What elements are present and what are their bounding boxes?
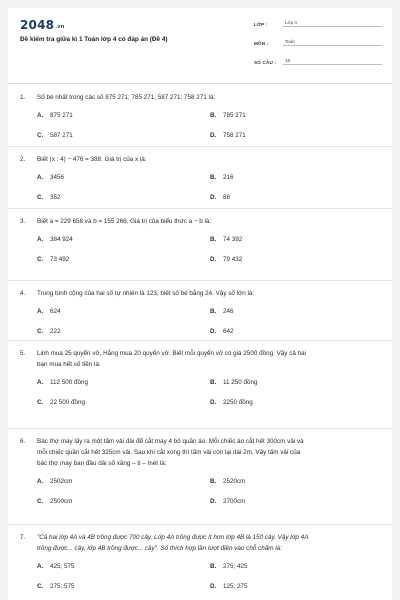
- meta-value: Lớp 4: [283, 20, 382, 27]
- answer-option-b[interactable]: [210, 111, 246, 120]
- header-divider: [8, 83, 392, 84]
- option-text: 125; 275: [223, 583, 248, 590]
- answer-option-d[interactable]: [210, 582, 248, 591]
- option-letter: D.: [210, 194, 217, 201]
- meta-row-subject: [254, 36, 382, 46]
- question-number: [20, 543, 37, 554]
- question-line: [20, 543, 386, 554]
- meta-value: Toán: [283, 39, 382, 46]
- answer-option-c[interactable]: [37, 327, 61, 336]
- answer-option-d[interactable]: [210, 193, 230, 202]
- option-letter: D.: [210, 583, 217, 590]
- option-text: 384 924: [50, 236, 73, 243]
- meta-row-question-count: [254, 55, 382, 65]
- option-letter: C.: [37, 328, 44, 335]
- question-number: 2.: [20, 156, 26, 163]
- answer-option-a[interactable]: [37, 562, 75, 571]
- answer-option-a[interactable]: [37, 477, 72, 486]
- exam-page: [8, 8, 392, 600]
- answer-option-b[interactable]: [210, 173, 234, 182]
- question-number: [20, 447, 37, 458]
- option-letter: D.: [210, 256, 217, 263]
- answer-option-d[interactable]: [210, 398, 253, 407]
- option-letter: B.: [210, 379, 217, 386]
- option-letter: C.: [37, 194, 44, 201]
- question-text: bạn mua hết số tiền là:: [37, 361, 101, 368]
- option-text: 2500cm: [50, 498, 73, 505]
- question-text: trồng được... cây, lớp 4B trồng được... cây". Số thích hợp lần lượt điền vào chỗ chấm là:: [37, 545, 282, 552]
- option-text: 222: [50, 328, 61, 335]
- option-text: 216: [223, 174, 234, 181]
- option-text: 875 271: [50, 112, 73, 119]
- question-number: 7.: [20, 534, 26, 541]
- answer-options: [20, 477, 386, 529]
- option-letter: D.: [210, 132, 217, 139]
- option-letter: C.: [37, 399, 44, 406]
- question-text: "Cả hai lớp 4A và 4B trồng được 700 cây. Lớp 4A trồng được ít hơn lớp 4B là 150 cây. Vậy lớp 4A: [37, 534, 309, 541]
- meta-label: MÔN :: [254, 41, 269, 46]
- question-line: [20, 92, 386, 103]
- answer-option-c[interactable]: [37, 582, 75, 591]
- answer-option-b[interactable]: [210, 307, 234, 316]
- question-text: Biết (x : 4) − 476 = 388. Giá trị của x là:: [37, 156, 147, 163]
- option-letter: D.: [210, 399, 217, 406]
- option-letter: A.: [37, 563, 44, 570]
- option-text: 73 492: [50, 256, 70, 263]
- meta-value: 19: [283, 58, 382, 65]
- question-text: Số bé nhất trong các số 875 271; 785 271; 587 271; 758 271 là:: [37, 94, 216, 101]
- question-line: [20, 359, 386, 370]
- answer-option-d[interactable]: [210, 497, 245, 506]
- option-letter: C.: [37, 256, 44, 263]
- question-separator: [8, 340, 392, 341]
- option-letter: B.: [210, 563, 217, 570]
- question-5: [20, 348, 386, 430]
- question-separator: [8, 524, 392, 525]
- answer-option-b[interactable]: [210, 235, 242, 244]
- option-text: 642: [223, 328, 234, 335]
- option-letter: B.: [210, 478, 217, 485]
- option-text: 88: [223, 194, 231, 201]
- question-number: 3.: [20, 218, 26, 225]
- question-number: [20, 458, 37, 469]
- answer-option-c[interactable]: [37, 131, 73, 140]
- answer-option-b[interactable]: [210, 378, 258, 387]
- option-letter: D.: [210, 498, 217, 505]
- answer-option-c[interactable]: [37, 398, 85, 407]
- question-3: [20, 216, 386, 287]
- question-number: 4.: [20, 290, 26, 297]
- question-text: mỗi chiếc quần cắt hết 325cm vải. Sau khi cắt xong thì tấm vải còn lại dài 2m. Vậy tấm vải của: [37, 449, 301, 456]
- answer-option-c[interactable]: [37, 193, 61, 202]
- meta-row-grade: [254, 17, 382, 27]
- option-text: 74 392: [223, 236, 243, 243]
- question-line: [20, 447, 386, 458]
- answer-options: [20, 562, 386, 600]
- answer-option-a[interactable]: [37, 235, 73, 244]
- option-text: 2502cm: [50, 478, 73, 485]
- question-text: bác thợ may ban đầu dài số xăng – ti – mét là:: [37, 460, 167, 467]
- option-text: 758 271: [223, 132, 246, 139]
- question-line: [20, 154, 386, 165]
- answer-option-c[interactable]: [37, 255, 69, 264]
- option-text: 2700cm: [223, 498, 246, 505]
- question-number: 1.: [20, 94, 26, 101]
- option-text: 2250 đồng: [223, 399, 253, 406]
- option-text: 785 271: [223, 112, 246, 119]
- question-separator: [8, 428, 392, 429]
- document-title: Đề kiểm tra giữa kì 1 Toán lớp 4 có đáp án (Đề 4): [20, 36, 168, 43]
- option-text: 624: [50, 308, 61, 315]
- option-letter: A.: [37, 236, 44, 243]
- option-text: 2520cm: [223, 478, 246, 485]
- option-letter: B.: [210, 174, 217, 181]
- question-line: [20, 216, 386, 227]
- question-line: [20, 458, 386, 469]
- answer-option-a[interactable]: [37, 173, 64, 182]
- question-1: [20, 92, 386, 163]
- option-text: 275; 425: [223, 563, 248, 570]
- option-text: 246: [223, 308, 234, 315]
- question-6: [20, 436, 386, 529]
- question-text: Bác thợ may lấy ra một tấm vải dài để cắt may 4 bộ quần áo. Mỗi chiếc áo cắt hết 300cm vải và: [37, 438, 304, 445]
- question-number: 6.: [20, 438, 26, 445]
- answer-option-c[interactable]: [37, 497, 72, 506]
- question-separator: [8, 280, 392, 281]
- option-letter: A.: [37, 478, 44, 485]
- answer-option-d[interactable]: [210, 131, 246, 140]
- answer-options: [20, 378, 386, 430]
- answer-option-b[interactable]: [210, 477, 245, 486]
- question-text: Linh mua 25 quyển vở, Hằng mua 20 quyển vở. Biết mỗi quyển vở có giá 2500 đồng. Vậy cả hai: [37, 350, 306, 357]
- option-text: 22 500 đồng: [50, 399, 86, 406]
- meta-label: SỐ CÂU :: [254, 60, 277, 65]
- option-text: 425; 575: [50, 563, 75, 570]
- question-7: [20, 532, 386, 600]
- option-letter: C.: [37, 498, 44, 505]
- option-text: 275; 575: [50, 583, 75, 590]
- question-line: [20, 436, 386, 447]
- option-text: 112 500 đồng: [50, 379, 89, 386]
- question-number: [20, 359, 37, 370]
- option-letter: B.: [210, 112, 217, 119]
- answer-option-a[interactable]: [37, 111, 73, 120]
- question-2: [20, 154, 386, 225]
- question-text: Biết a = 229 658 và b = 155 266. Giá trị của biểu thức a − b là:: [37, 218, 212, 225]
- option-letter: B.: [210, 236, 217, 243]
- meta-label: LỚP :: [254, 22, 268, 27]
- answer-option-a[interactable]: [37, 307, 61, 316]
- option-text: 352: [50, 194, 61, 201]
- option-letter: C.: [37, 583, 44, 590]
- exam-header: [8, 8, 392, 84]
- answer-option-a[interactable]: [37, 378, 88, 387]
- option-letter: D.: [210, 328, 217, 335]
- option-text: 11 250 đồng: [223, 379, 258, 386]
- exam-meta: [254, 17, 382, 74]
- question-separator: [8, 146, 392, 147]
- option-letter: A.: [37, 379, 44, 386]
- answer-option-b[interactable]: [210, 562, 248, 571]
- question-line: [20, 348, 386, 359]
- question-line: [20, 288, 386, 299]
- site-logo[interactable]: 2048.vn: [20, 18, 65, 32]
- answer-option-d[interactable]: [210, 255, 242, 264]
- answer-option-d[interactable]: [210, 327, 234, 336]
- option-text: 3456: [50, 174, 65, 181]
- question-number: 5.: [20, 350, 26, 357]
- option-letter: A.: [37, 308, 44, 315]
- option-letter: B.: [210, 308, 217, 315]
- question-line: [20, 532, 386, 543]
- question-separator: [8, 208, 392, 209]
- option-text: 587 271: [50, 132, 73, 139]
- option-letter: A.: [37, 174, 44, 181]
- option-letter: A.: [37, 112, 44, 119]
- option-letter: C.: [37, 132, 44, 139]
- question-text: Trung bình cộng của hai số tự nhiên là 123, biết số bé bằng 24. Vậy số lớn là:: [37, 290, 255, 297]
- option-text: 79 432: [223, 256, 243, 263]
